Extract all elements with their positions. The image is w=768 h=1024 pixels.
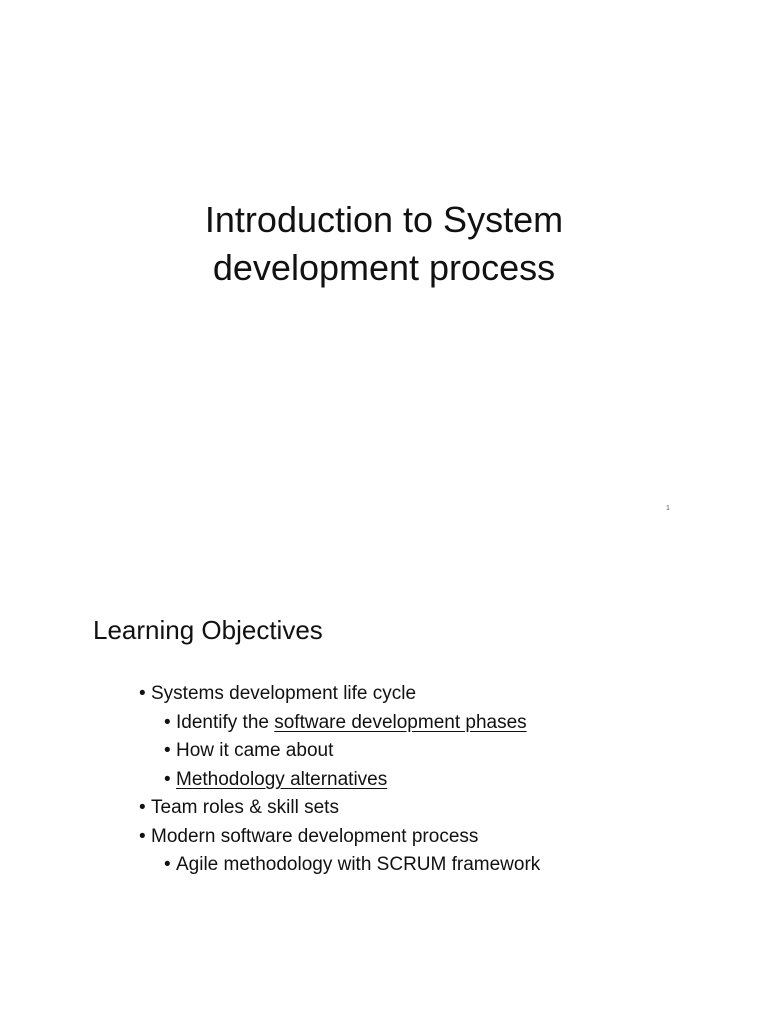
bullet-icon: •	[164, 769, 171, 790]
objective-text: Team roles & skill sets	[151, 797, 339, 818]
objective-text: How it came about	[176, 740, 334, 761]
slide-title	[84, 196, 684, 292]
objective-item-history	[164, 738, 333, 764]
software-development-phases-link[interactable]: software development phases	[274, 712, 527, 733]
bullet-icon: •	[164, 712, 171, 733]
objective-item-phases	[164, 710, 527, 736]
objective-text: Agile methodology with SCRUM framework	[176, 854, 541, 875]
bullet-icon: •	[164, 740, 171, 761]
objective-item-agile	[164, 852, 540, 878]
methodology-alternatives-link[interactable]: Methodology alternatives	[176, 769, 388, 790]
objective-item-team-roles	[139, 795, 339, 821]
objective-text: Modern software development process	[151, 826, 479, 847]
slide-title-line-1: Introduction to System	[204, 199, 564, 240]
slide-title-line-2: development process	[212, 247, 556, 288]
bullet-icon: •	[139, 683, 146, 704]
objective-text: Identify the	[176, 712, 275, 733]
bullet-icon: •	[164, 854, 171, 875]
objective-text: Systems development life cycle	[151, 683, 417, 704]
bullet-icon: •	[139, 826, 146, 847]
learning-objectives-heading: Learning Objectives	[93, 615, 323, 645]
bullet-icon: •	[139, 797, 146, 818]
page-number: 1	[666, 505, 670, 512]
objective-item-modern-process	[139, 824, 478, 850]
objective-item-sdlc	[139, 681, 416, 707]
objective-item-methodology	[164, 767, 387, 793]
